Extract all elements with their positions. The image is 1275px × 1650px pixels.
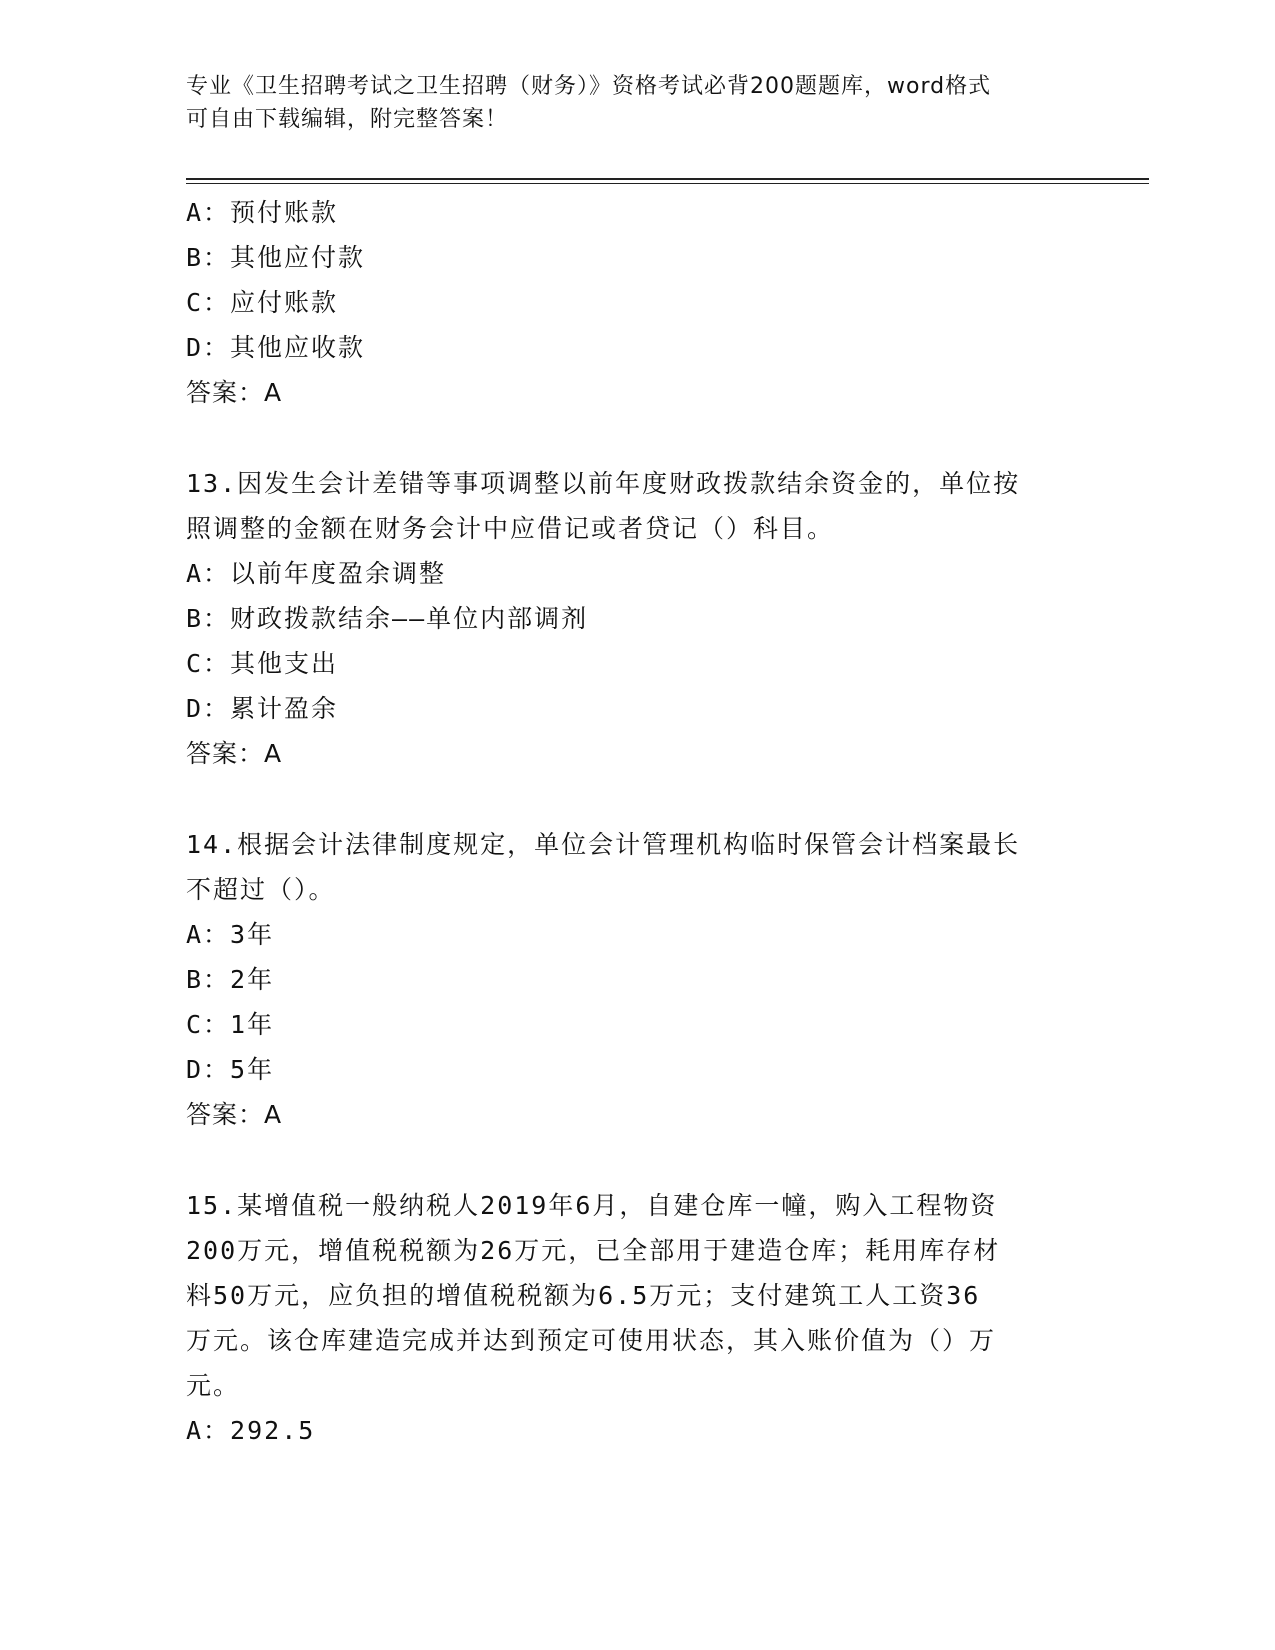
spacer [186, 777, 1086, 822]
option-b: B：财政拨款结余——单位内部调剂 [186, 604, 589, 633]
question-stem-line: 照调整的金额在财务会计中应借记或者贷记（）科目。 [186, 514, 835, 543]
answer-line: 答案：A [186, 1100, 283, 1129]
option-a: A：以前年度盈余调整 [186, 559, 447, 588]
answer-line: 答案：A [186, 378, 283, 407]
option-a: A：292.5 [186, 1416, 316, 1445]
option-d: D：5年 [186, 1055, 275, 1084]
option-c: C：应付账款 [186, 288, 339, 317]
option-c: C：1年 [186, 1010, 275, 1039]
question-stem-line: 元。 [186, 1371, 241, 1400]
option-a: A：3年 [186, 920, 275, 949]
spacer [186, 1138, 1086, 1183]
question-stem-line: 万元。该仓库建造完成并达到预定可使用状态，其入账价值为（）万 [186, 1326, 997, 1355]
question-12 [186, 190, 1086, 416]
option-b: B：2年 [186, 965, 275, 994]
option-d: D：累计盈余 [186, 694, 339, 723]
answer-line: 答案：A [186, 739, 283, 768]
question-stem-line: 不超过（）。 [186, 875, 336, 904]
option-d: D：其他应收款 [186, 333, 366, 362]
question-stem-line: 15.某增值税一般纳税人2019年6月，自建仓库一幢，购入工程物资 [186, 1191, 998, 1220]
question-15 [186, 1183, 1086, 1453]
question-13 [186, 461, 1086, 777]
header-title-line-2: 可自由下载编辑，附完整答案！ [186, 107, 509, 132]
option-c: C：其他支出 [186, 649, 339, 678]
option-a: A：预付账款 [186, 198, 339, 227]
spacer [186, 416, 1086, 461]
document-header [186, 70, 1086, 136]
header-divider-thin [186, 183, 1149, 184]
header-title-line-1: 专业《卫生招聘考试之卫生招聘（财务）》资格考试必背200题题库，word格式 [186, 74, 992, 99]
question-stem-line: 200万元，增值税税额为26万元，已全部用于建造仓库；耗用库存材 [186, 1236, 1001, 1265]
question-14 [186, 822, 1086, 1138]
option-b: B：其他应付款 [186, 243, 366, 272]
question-stem-line: 13.因发生会计差错等事项调整以前年度财政拨款结余资金的，单位按 [186, 469, 1021, 498]
question-stem-line: 14.根据会计法律制度规定，单位会计管理机构临时保管会计档案最长 [186, 830, 1021, 859]
question-content [186, 190, 1086, 1453]
header-divider-thick [186, 178, 1149, 180]
question-stem-line: 料50万元，应负担的增值税税额为6.5万元；支付建筑工人工资36 [186, 1281, 981, 1310]
